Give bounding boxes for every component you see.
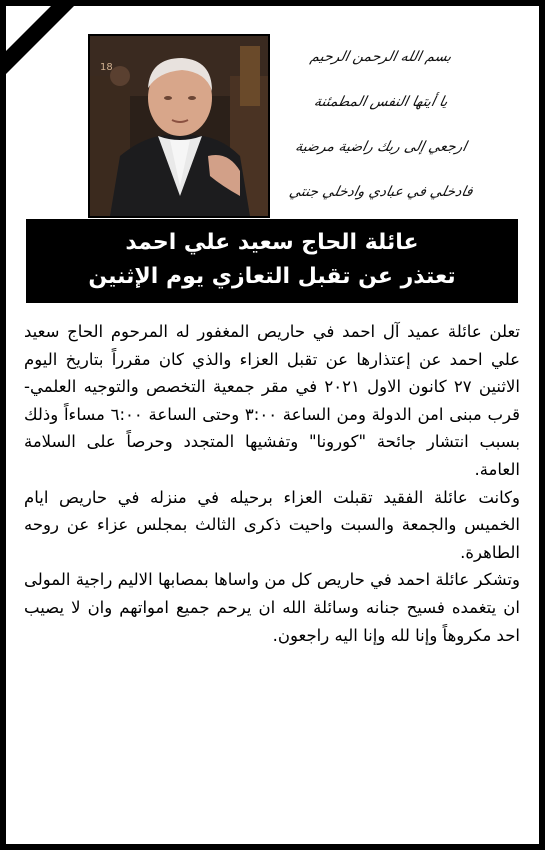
paragraph-announcement: تعلن عائلة عميد آل احمد في حاريص المغفور له المرحوم الحاج سعيد علي احمد عن إعتذارها عن تقبل العزاء والذي كان مقرراً بتاريخ اليوم الاثنين ٢٧ كانون الاول ٢٠٢١ في مقر جمعية التخصص والتوجيه العلمي- قرب مبنى امن الدولة ومن الساعة ٣:٠٠ وحتى الساعة ٦:٠٠ مساءاً وذلك بسبب انتشار جائحة "كورونا" وتفشيها المتجدد وحرصاً على السلامة العامة. (24, 322, 520, 479)
verse-line: يا أيتها النفس المطمئنة (312, 93, 450, 110)
headline-banner (26, 219, 518, 303)
headline-title: عائلة الحاج سعيد علي احمد (125, 230, 419, 255)
paragraph-thanks: وتشكر عائلة احمد في حاريص كل من واساها بمصابها الاليم راجية المولى ان يتغمده فسيح جنانه وسائلة الله ان يرحم جميع امواتهم وان لا يصيب احد مكروهاً وإنا لله وإنا اليه راجعون. (24, 570, 520, 645)
quran-verses (287, 34, 475, 214)
verse-line: ارجعي إلى ربك راضية مرضية (293, 138, 469, 155)
paragraph-condolences-held: وكانت عائلة الفقيد تقبلت العزاء برحيله في منزله في حاريص ايام الخميس والجمعة والسبت واحيت ذكرى الثالث بمجلس عزاء عن روحه الطاهرة. (24, 487, 520, 562)
verse-line: بسم الله الرحمن الرحيم (308, 48, 454, 65)
announcement-body (24, 318, 520, 649)
svg-text:18: 18 (100, 62, 113, 73)
portrait-photo (88, 34, 270, 218)
obituary-card (6, 6, 539, 844)
verse-line: فادخلي في عبادي وادخلي جنتي (287, 183, 475, 200)
headline-subtitle: تعتذر عن تقبل التعازي يوم الإثنين (88, 264, 456, 289)
